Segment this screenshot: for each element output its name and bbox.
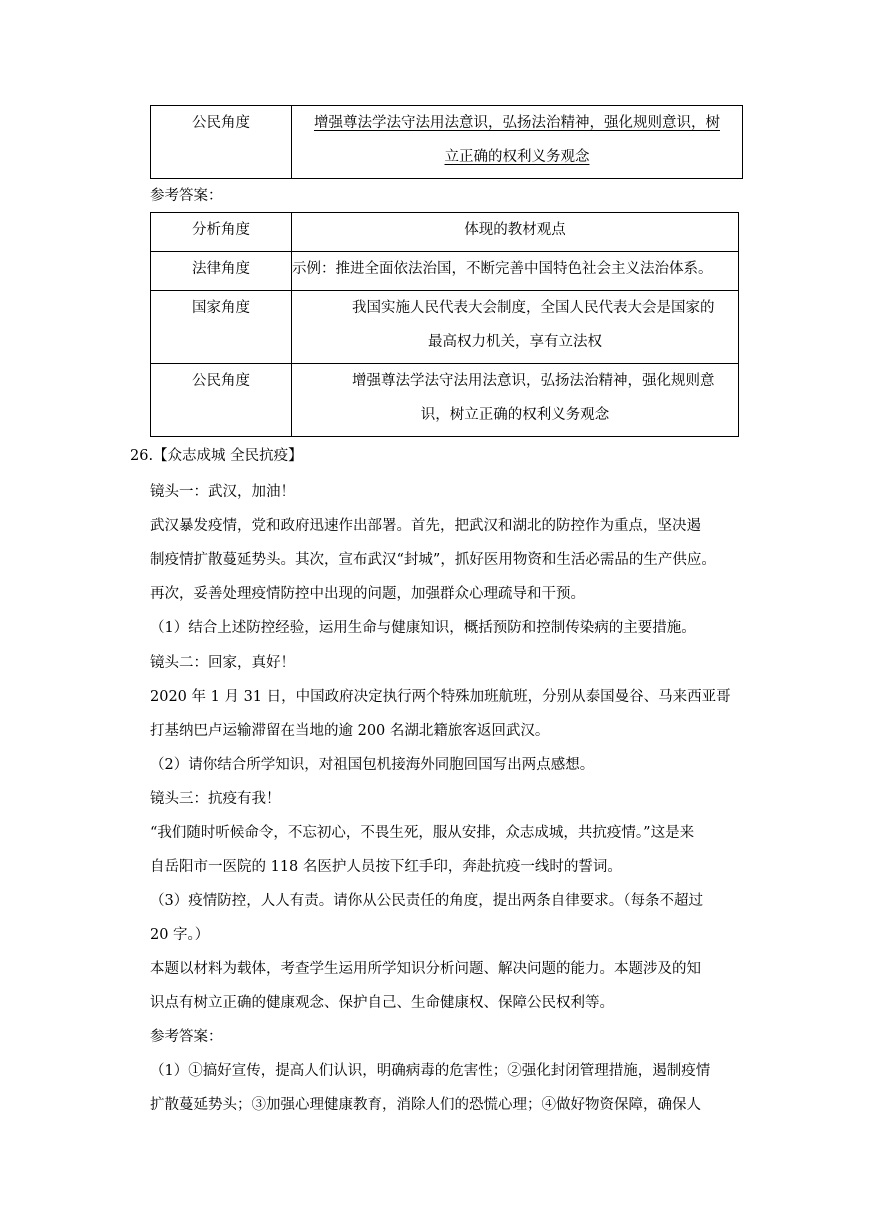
row-text-line2: 识，树立正确的权利义务观念	[420, 407, 610, 423]
table-header-row	[151, 213, 739, 252]
row-text	[292, 291, 739, 364]
scene1-text-line: 再次，妥善处理疫情防控中出现的问题，加强群众心理疏导和干预。	[150, 586, 585, 602]
reference-answer-label: 参考答案：	[150, 1029, 223, 1045]
reference-answer-table	[150, 212, 739, 437]
sub-question-3-cont: 20 字。）	[150, 927, 210, 943]
scene1-text-line: 武汉暴发疫情，党和政府迅速作出部署。首先，把武汉和湖北的防控作为重点，坚决遏	[150, 518, 701, 534]
row-label: 公民角度	[151, 364, 292, 437]
row-text-line1: 增强尊法学法守法用法意识，弘扬法治精神，强化规则意	[352, 373, 715, 389]
sub-question-3: （3）疫情防控，人人有责。请你从公民责任的角度，提出两条自律要求。（每条不超过	[150, 893, 703, 909]
table-row	[151, 291, 739, 364]
answer-line: （1）①搞好宣传，提高人们认识，明确病毒的危害性；②强化封闭管理措施，遏制疫情	[150, 1063, 711, 1079]
header-col1: 分析角度	[151, 213, 292, 252]
row-text	[292, 106, 743, 179]
row-text-line1: 我国实施人民代表大会制度，全国人民代表大会是国家的	[352, 300, 715, 316]
analysis-line: 本题以材料为载体，考查学生运用所学知识分析问题、解决问题的能力。本题涉及的知	[150, 961, 701, 977]
scene1-text-line: 制疫情扩散蔓延势头。其次，宣布武汉“封城”，抓好医用物资和生活必需品的生产供应。	[150, 552, 716, 568]
scene3-text-line: “我们随时听候命令，不忘初心，不畏生死，服从安排，众志成城，共抗疫情。”这是来	[150, 825, 695, 841]
scene3-text-line: 自岳阳市一医院的 118 名医护人员按下红手印，奔赴抗疫一线时的誓词。	[150, 859, 622, 875]
sub-question-2: （2）请你结合所学知识，对祖国包机接海外同胞回国写出两点感想。	[150, 757, 595, 773]
row-label: 法律角度	[151, 252, 292, 291]
scene2-title: 镜头二：回家，真好！	[150, 655, 295, 671]
row-label: 国家角度	[151, 291, 292, 364]
question-title: 26.【众志成城 全民抗疫】	[130, 448, 303, 464]
sub-question-1: （1）结合上述防控经验，运用生命与健康知识，概括预防和控制传染病的主要措施。	[150, 620, 696, 636]
answer-line: 扩散蔓延势头；③加强心理健康教育，消除人们的恐慌心理；④做好物资保障，确保人	[150, 1097, 701, 1113]
scene2-text-line: 打基纳巴卢运输滞留在当地的逾 200 名湖北籍旅客返回武汉。	[150, 723, 550, 739]
header-col2: 体现的教材观点	[292, 213, 739, 252]
scene3-title: 镜头三：抗疫有我！	[150, 791, 281, 807]
row-text	[292, 364, 739, 437]
table-row	[151, 252, 739, 291]
analysis-line: 识点有树立正确的健康观念、保护自己、生命健康权、保障公民权利等。	[150, 995, 614, 1011]
row-text: 示例：推进全面依法治国，不断完善中国特色社会主义法治体系。	[292, 252, 739, 291]
row-label: 公民角度	[151, 106, 292, 179]
reference-answer-label: 参考答案：	[150, 188, 223, 204]
row-text-line1: 增强尊法学法守法用法意识，弘扬法治精神，强化规则意识，树	[314, 115, 720, 131]
row-text-line2: 立正确的权利义务观念	[444, 149, 590, 165]
scene2-text-line: 2020 年 1 月 31 日，中国政府决定执行两个特殊加班航班，分别从泰国曼谷、马来西亚哥	[150, 689, 731, 705]
table-citizen-angle	[150, 105, 743, 179]
scene1-title: 镜头一：武汉，加油！	[150, 484, 295, 500]
table-row	[151, 106, 743, 179]
table-row	[151, 364, 739, 437]
row-text-line2: 最高权力机关，享有立法权	[428, 334, 602, 350]
